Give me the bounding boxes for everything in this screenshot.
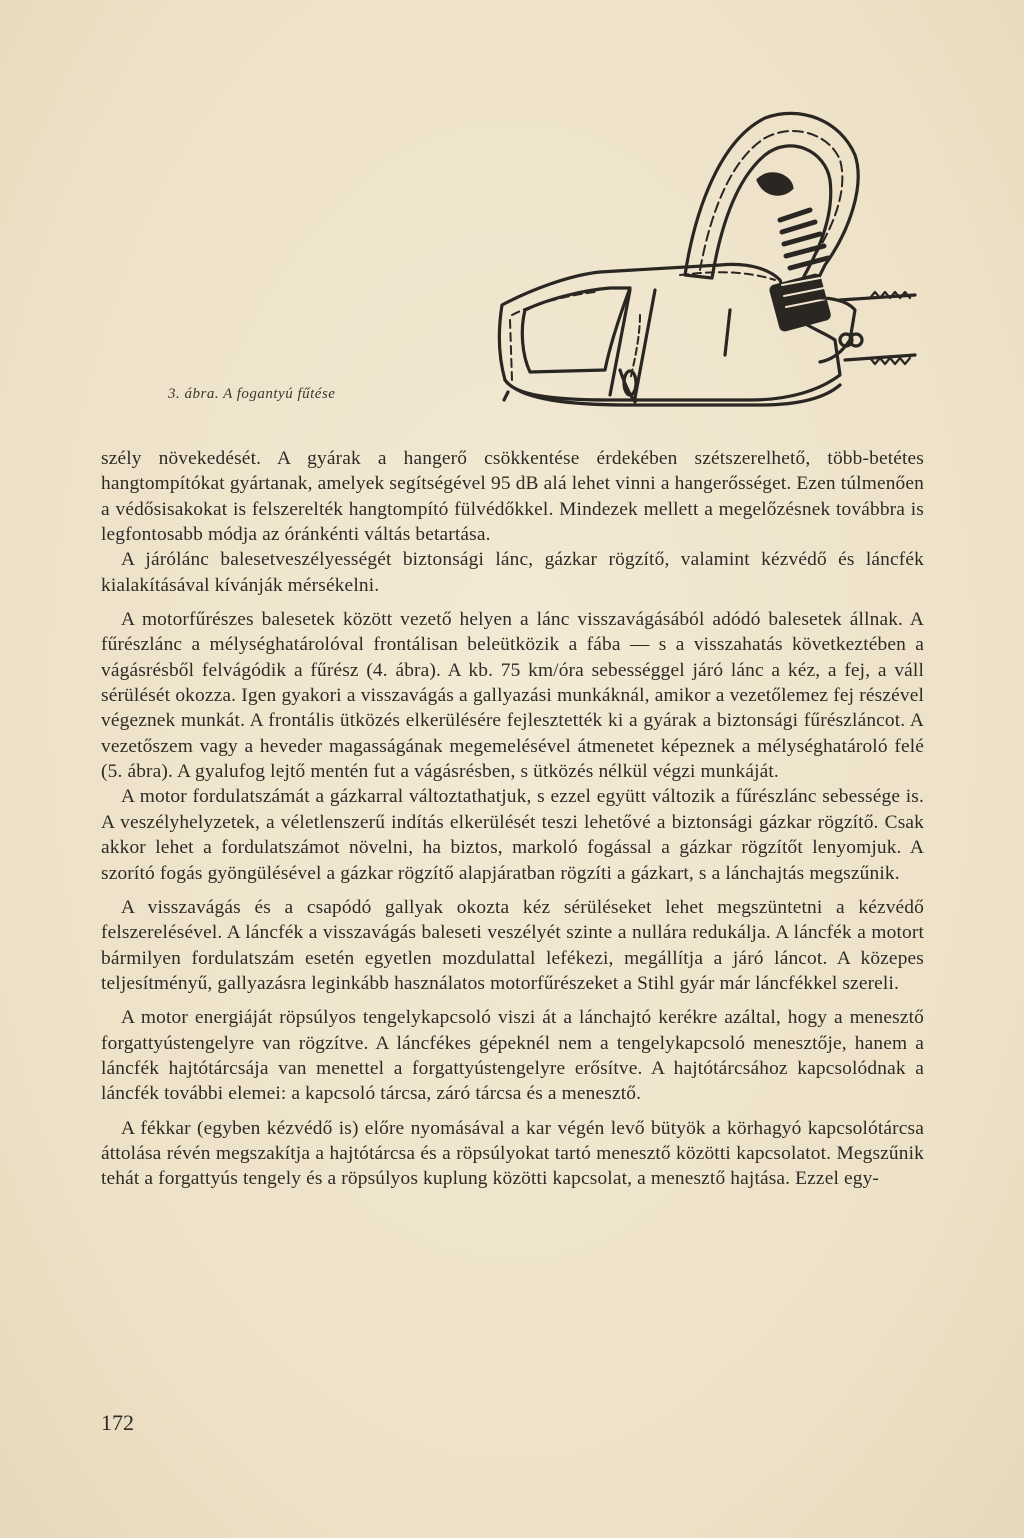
paragraph-5: A visszavágás és a csapódó gallyak okozta kéz sérüléseket lehet megszüntetni a kézvédő felszerelésével. A láncfék a visszavágás baleseti veszélyét szinte a nullára redukálja. A láncfék a motort bármilyen fordulatszám esetén egyetlen mozdulattal lefékezi, megállítja a járó láncot. A közepes teljesítményű, gallyazásra leginkább használatos motorfűrészeket a Stihl gyár már láncfékkel szereli. bbox=[101, 896, 924, 994]
page-number: 172 bbox=[101, 1410, 134, 1435]
paragraph-7: A fékkar (egyben kézvédő is) előre nyomásával a kar végén levő bütyök a körhagyó kapcsolótárcsa áttolása révén megszakítja a hajtótárcsa és a röpsúlyokat tartó menesztő közötti kapcsolatot. Megszűnik tehát a forgattyús tengely és a röpsúlyos kuplung közötti kapcsolat, a menesztő hajtása. Ezzel egy- bbox=[101, 1117, 924, 1190]
paragraph-2: A járólánc balesetveszélyességét biztonsági lánc, gázkar rögzítő, valamint kézvédő és láncfék kialakításával kívánják mérsékelni. bbox=[101, 549, 924, 596]
paragraph-3: A motorfűrészes balesetek között vezető helyen a lánc visszavágásából adódó balesetek állnak. A fűrészlánc a mélységhatárolóval frontálisan beleütközik a fába — s a visszahatás következtében a vágásrésből felvágódik a fűrész (4. ábra). A kb. 75 km/óra sebességgel járó lánc a kéz, a fej, a váll sérülését okozza. Igen gyakori a visszavágás a gallyazási munkáknál, amikor a vezetőlemez fej részével végeznek munkát. A frontális ütközés elkerülésére fejlesztették ki a gyárak a biztonsági fűrészláncot. A vezetőszem vagy a heveder magasságának megemelésével átmenetet képeznek a mélységhatároló felé (5. ábra). A gyalufog lejtő mentén fut a vágásrésben, s ütközés nélkül végzi munkáját. bbox=[101, 609, 924, 783]
figure-caption: 3. ábra. A fogantyú fűtése bbox=[168, 386, 336, 402]
chainsaw-handle-heating-icon bbox=[490, 100, 920, 415]
paragraph-4: A motor fordulatszámát a gázkarral változtathatjuk, s ezzel együtt változik a fűrészlánc sebessége is. A veszélyhelyzetek, a véletlenszerű indítás elkerülését teszi lehetővé a biztonsági gázkar rögzítő. Csak akkor lehet a fordulatszámot növelni, ha biztos, markoló fogással a gázkar rögzítőt lenyomjuk. A szorító fogás gyöngülésével a gázkar rögzítő alapjáratban rögzíti a gázkart, s a lánchajtás megszűnik. bbox=[101, 786, 924, 884]
paragraph-1: szély növekedését. A gyárak a hangerő csökkentése érdekében szétszerelhető, több-betétes hangtompítókat gyártanak, amelyek segítségével 95 dB alá lehet vinni a hangerősséget. Ezen túlmenően a védősisakokat is felszerelték hangtompító fülvédőkkel. Mindezek mellett a megelőzésnek továbbra is legfontosabb módja az óránkénti váltás betartása. bbox=[101, 448, 924, 546]
chainsaw-figure bbox=[490, 100, 920, 415]
paragraph-6: A motor energiáját röpsúlyos tengelykapcsoló viszi át a lánchajtó kerékre azáltal, hogy a menesztő forgattyústengelyre van rögzítve. A láncfékes gépeknél nem a tengelykapcsoló menesztője, hanem a láncfék hajtótárcsája van menettel a forgattyústengelyre erősítve. A hajtótárcsához kapcsolódnak a láncfék további elemei: a kapcsoló tárcsa, záró tárcsa és a menesztő. bbox=[101, 1007, 924, 1105]
body-text bbox=[101, 446, 924, 1192]
